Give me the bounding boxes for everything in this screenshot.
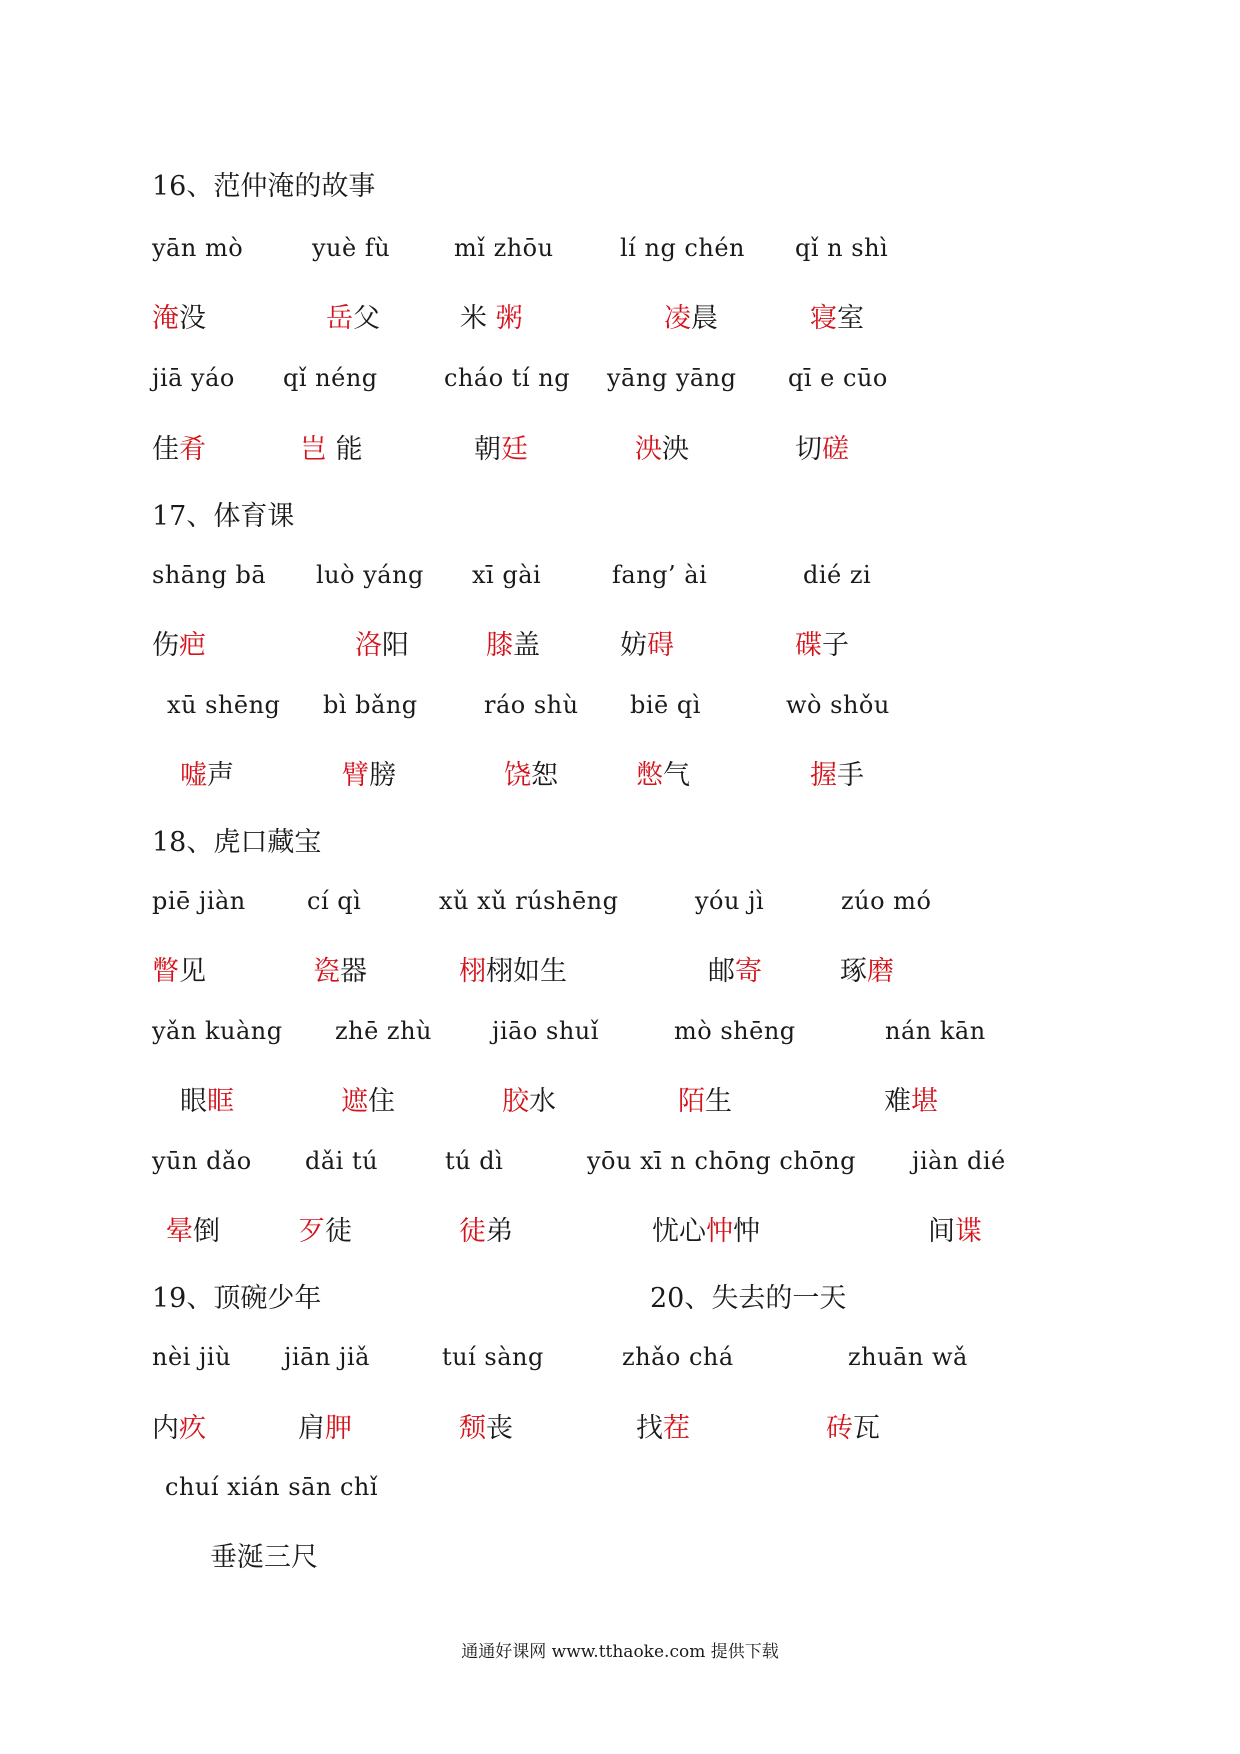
word-char: 盖 <box>513 630 540 661</box>
word <box>810 753 864 792</box>
highlight-char: 胶 <box>502 1086 529 1117</box>
highlight-char: 岂 <box>300 434 327 465</box>
word-char: 子 <box>822 630 849 661</box>
highlight-char: 淹 <box>152 303 179 334</box>
pinyin: biē qì <box>630 691 701 719</box>
pinyin: yóu jì <box>695 887 765 915</box>
word-char: 手 <box>837 760 864 791</box>
pinyin: chuí xián sān chǐ <box>165 1473 379 1501</box>
pinyin: wò shǒu <box>786 691 890 719</box>
word <box>152 623 206 662</box>
highlight-char: 岳 <box>326 303 353 334</box>
word-char: 忧心 <box>652 1216 706 1247</box>
highlight-char: 陌 <box>678 1086 705 1117</box>
word-char: 忡 <box>733 1216 760 1247</box>
highlight-char: 嘘 <box>180 760 207 791</box>
word-char: 室 <box>837 303 864 334</box>
word-char: 能 <box>327 434 363 465</box>
word-char: 器 <box>340 956 367 987</box>
pinyin: ráo shù <box>484 691 579 719</box>
word <box>810 296 864 335</box>
highlight-char: 颓 <box>459 1413 486 1444</box>
word <box>355 623 409 662</box>
word <box>928 1209 982 1248</box>
pinyin: dié zi <box>803 561 872 589</box>
word <box>708 949 762 988</box>
word <box>504 753 558 792</box>
word-char: 膀 <box>369 760 396 791</box>
pinyin: xǔ xǔ rúshēng <box>439 887 619 915</box>
word-char: 伤 <box>152 630 179 661</box>
word <box>795 427 849 466</box>
highlight-char: 粥 <box>495 303 523 334</box>
highlight-char: 砖 <box>826 1413 853 1444</box>
highlight-char: 寄 <box>735 956 762 987</box>
word <box>459 949 567 988</box>
word-char: 找 <box>636 1413 663 1444</box>
word <box>678 1079 732 1118</box>
highlight-char: 膝 <box>486 630 513 661</box>
word-char: 难 <box>884 1086 911 1117</box>
word <box>326 296 380 335</box>
word <box>298 1209 352 1248</box>
pinyin: xī gài <box>472 561 542 589</box>
highlight-char: 磋 <box>822 434 849 465</box>
highlight-char: 疤 <box>179 630 206 661</box>
highlight-char: 歹 <box>298 1216 325 1247</box>
word-char: 邮 <box>708 956 735 987</box>
word-char: 眼 <box>180 1086 207 1117</box>
word <box>180 1079 234 1118</box>
footer: 通通好课网 www.tthaoke.com 提供下载 <box>461 1642 779 1662</box>
word-char: 阳 <box>382 630 409 661</box>
highlight-char: 眶 <box>207 1086 234 1117</box>
pinyin: qī e cūo <box>788 364 888 392</box>
word-char: 倒 <box>193 1216 220 1247</box>
pinyin: shāng bā <box>152 561 267 589</box>
word-char: 徒 <box>325 1216 352 1247</box>
highlight-char: 肴 <box>179 434 206 465</box>
word-char: 瓦 <box>853 1413 880 1444</box>
highlight-char: 凌 <box>664 303 691 334</box>
word-char: 妨 <box>620 630 647 661</box>
pinyin: zhē zhù <box>335 1017 432 1045</box>
section-17-title: 17、体育课 <box>152 501 295 532</box>
word <box>826 1406 880 1445</box>
pinyin: luò yáng <box>316 561 424 589</box>
highlight-char: 泱 <box>635 434 662 465</box>
word <box>620 623 674 662</box>
word <box>652 1209 760 1248</box>
section-18-title: 18、虎口藏宝 <box>152 827 322 858</box>
highlight-char: 茬 <box>663 1413 690 1444</box>
word <box>502 1079 556 1118</box>
highlight-char: 寝 <box>810 303 837 334</box>
highlight-char: 碟 <box>795 630 822 661</box>
word-char: 栩如生 <box>486 956 567 987</box>
word-char: 间 <box>928 1216 955 1247</box>
section-20-title: 20、失去的一天 <box>650 1283 847 1314</box>
pinyin: nán kān <box>885 1017 986 1045</box>
word <box>210 1535 318 1574</box>
word <box>341 1079 395 1118</box>
pinyin: nèi jiù <box>152 1343 232 1371</box>
pinyin: yuè fù <box>312 234 391 262</box>
word <box>152 296 206 335</box>
word-char: 切 <box>795 434 822 465</box>
highlight-char: 廷 <box>501 434 528 465</box>
word-char: 没 <box>179 303 206 334</box>
word-char: 肩 <box>298 1413 325 1444</box>
word-char: 生 <box>705 1086 732 1117</box>
pinyin: bì bǎng <box>323 691 418 719</box>
pinyin: yǎn kuàng <box>152 1017 283 1045</box>
pinyin: jiā yáo <box>152 364 235 392</box>
pinyin: yūn dǎo <box>152 1147 252 1175</box>
word-char: 住 <box>368 1086 395 1117</box>
word <box>152 1406 206 1445</box>
pinyin: yāng yāng <box>607 364 737 392</box>
highlight-char: 碍 <box>647 630 674 661</box>
word-char: 声 <box>207 760 234 791</box>
pinyin: tuí sàng <box>442 1343 544 1371</box>
word-char: 恕 <box>531 760 558 791</box>
pinyin: cí qì <box>307 887 362 915</box>
pinyin: zúo mó <box>841 887 932 915</box>
word-char: 水 <box>529 1086 556 1117</box>
pinyin: cháo tí ng <box>444 364 571 392</box>
pinyin: qǐ n shì <box>795 234 889 262</box>
pinyin: yōu xī n chōng chōng <box>587 1147 856 1175</box>
highlight-char: 忡 <box>706 1216 733 1247</box>
highlight-char: 遮 <box>341 1086 368 1117</box>
word <box>664 296 718 335</box>
highlight-char: 饶 <box>504 760 531 791</box>
section-16-title: 16、范仲淹的故事 <box>152 171 376 202</box>
highlight-char: 谍 <box>955 1216 982 1247</box>
word-char: 见 <box>179 956 206 987</box>
word-char: 琢 <box>840 956 867 987</box>
word <box>300 427 363 466</box>
word <box>459 1209 513 1248</box>
word-char: 内 <box>152 1413 179 1444</box>
word <box>460 296 523 335</box>
pinyin: zhǎo chá <box>622 1343 734 1371</box>
pinyin: xū shēng <box>167 691 281 719</box>
highlight-char: 晕 <box>166 1216 193 1247</box>
word <box>840 949 894 988</box>
pinyin: piē jiàn <box>152 887 246 915</box>
pinyin: mǐ zhōu <box>454 234 554 262</box>
word-char: 丧 <box>486 1413 513 1444</box>
word <box>884 1079 938 1118</box>
highlight-char: 堪 <box>911 1086 938 1117</box>
highlight-char: 瞥 <box>152 956 179 987</box>
word-char: 泱 <box>662 434 689 465</box>
highlight-char: 握 <box>810 760 837 791</box>
word <box>342 753 396 792</box>
word-char: 晨 <box>691 303 718 334</box>
highlight-char: 胛 <box>325 1413 352 1444</box>
pinyin: yān mò <box>152 234 244 262</box>
word <box>298 1406 352 1445</box>
highlight-char: 疚 <box>179 1413 206 1444</box>
highlight-char: 栩 <box>459 956 486 987</box>
word-char: 父 <box>353 303 380 334</box>
pinyin: zhuān wǎ <box>848 1343 968 1371</box>
word <box>459 1406 513 1445</box>
word <box>795 623 849 662</box>
word <box>166 1209 220 1248</box>
pinyin: jiàn dié <box>912 1147 1006 1175</box>
word <box>636 1406 690 1445</box>
word-char: 弟 <box>486 1216 513 1247</box>
pinyin: qǐ néng <box>283 364 378 392</box>
word <box>486 623 540 662</box>
word-char: 垂涎三尺 <box>210 1542 318 1573</box>
pinyin: dǎi tú <box>305 1147 379 1175</box>
word <box>636 753 690 792</box>
word-char: 佳 <box>152 434 179 465</box>
highlight-char: 徒 <box>459 1216 486 1247</box>
section-19-title: 19、顶碗少年 <box>152 1283 322 1314</box>
pinyin: jiāo shuǐ <box>492 1017 599 1045</box>
word <box>152 427 206 466</box>
highlight-char: 磨 <box>867 956 894 987</box>
highlight-char: 洛 <box>355 630 382 661</box>
word <box>152 949 206 988</box>
word-char: 气 <box>663 760 690 791</box>
word <box>313 949 367 988</box>
word <box>474 427 528 466</box>
highlight-char: 瓷 <box>313 956 340 987</box>
word-char: 米 <box>460 303 496 334</box>
word-char: 朝 <box>474 434 501 465</box>
highlight-char: 憋 <box>636 760 663 791</box>
pinyin: fang’ ài <box>612 561 708 589</box>
pinyin: tú dì <box>445 1147 504 1175</box>
word <box>635 427 689 466</box>
pinyin: mò shēng <box>674 1017 796 1045</box>
pinyin: lí ng chén <box>620 234 745 262</box>
highlight-char: 臂 <box>342 760 369 791</box>
word <box>180 753 234 792</box>
pinyin: jiān jiǎ <box>284 1343 370 1371</box>
